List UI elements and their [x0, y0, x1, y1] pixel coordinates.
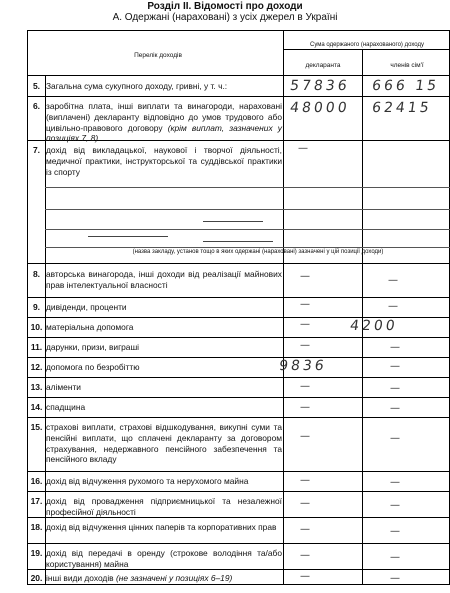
family-amount: —: [389, 477, 404, 488]
row-description: дивіденди, проценти: [46, 302, 127, 312]
family-amount: —: [389, 383, 404, 394]
row-number: 17.: [30, 496, 43, 506]
declarant-amount: —: [299, 431, 314, 442]
declarant-amount: —: [299, 340, 314, 351]
family-amount: —: [389, 361, 404, 372]
family-amount: —: [389, 403, 404, 414]
family-amount: —: [389, 500, 404, 511]
row-number: 19.: [30, 548, 43, 558]
family-amount: —: [387, 275, 402, 286]
declarant-amount: 9836: [277, 358, 328, 374]
row-description: дохід від відчуження рухомого та нерухомого майна: [46, 476, 249, 486]
declarant-amount: —: [299, 571, 314, 582]
row-number: 10.: [30, 322, 43, 332]
family-amount: —: [387, 301, 402, 312]
row-description: дохід від провадження підприємницької та незалежної професійної діяльності: [46, 496, 282, 517]
row-number: 15.: [30, 422, 43, 432]
col-header-family: членів сім'ї: [390, 62, 424, 69]
row-number: 16.: [30, 476, 43, 486]
row-number: 13.: [30, 382, 43, 392]
blank-dash: [88, 236, 168, 237]
row-number: 18.: [30, 522, 43, 532]
declarant-amount: —: [299, 299, 314, 310]
row-number: 6.: [32, 101, 41, 111]
income-table: [27, 30, 450, 585]
row-7-note: (назва закладу, установ тощо в яких одержані (нараховані) зазначені у цій позиції доходи): [132, 249, 384, 255]
family-amount: 4200: [348, 318, 399, 334]
row-description: заробітна плата, інші виплати та винагороди, нараховані (виплачені) декларанту відповідно до умов трудового або цивільно-правового договору (крім виплат, зазначених у позиціях 7, 8): [46, 101, 282, 144]
row-description: дохід від викладацької, наукової і творчої діяльності, медичної практики, інструкторської та суддівської практики із спорту: [46, 145, 282, 177]
declarant-amount: —: [299, 498, 314, 509]
row-number: 20.: [30, 573, 43, 583]
declarant-amount: —: [299, 475, 314, 486]
row-number: 5.: [32, 81, 41, 91]
row-number: 7.: [32, 145, 41, 155]
row-description: спадщина: [46, 402, 86, 412]
family-amount: —: [389, 526, 404, 537]
row-description: матеріальна допомога: [46, 322, 134, 332]
col-header-amount: Сума одержаного (нарахованого) доходу: [309, 42, 424, 48]
family-amount: 666 15: [370, 78, 441, 94]
family-amount: —: [389, 552, 404, 563]
section-subtitle: А. Одержані (нараховані) з усіх джерел в Україні: [112, 12, 338, 23]
row-number: 9.: [32, 302, 41, 312]
row-description: інші види доходів (не зазначені у позиціях 6–19): [46, 573, 233, 583]
col-header-declarant: декларанта: [305, 62, 341, 69]
section-title: Розділ II. Відомості про доходи: [147, 1, 303, 12]
declarant-amount: —: [299, 381, 314, 392]
row-description: Загальна сума сукупного доходу, гривні, у т. ч.:: [46, 81, 228, 91]
row-number: 8.: [32, 269, 41, 279]
row-description: аліменти: [46, 382, 81, 392]
declarant-amount: 48000: [288, 100, 351, 116]
declarant-amount: —: [297, 143, 312, 154]
declarant-amount: —: [299, 402, 314, 413]
family-amount: 62415: [370, 100, 433, 116]
row-number: 12.: [30, 362, 43, 372]
row-description: дарунки, призи, виграші: [46, 342, 140, 352]
row-description: дохід від передачі в оренду (строкове володіння та/або користування) майна: [46, 548, 282, 569]
row-number: 14.: [30, 402, 43, 412]
declarant-amount: 57836: [288, 78, 351, 94]
row-description: дохід від відчуження цінних паперів та корпоративних прав: [46, 522, 277, 532]
col-header-income-list: Перелік доходів: [134, 52, 182, 59]
family-amount: —: [389, 573, 404, 584]
row-description: авторська винагорода, інші доходи від реалізації майнових прав інтелектуальної власності: [46, 269, 282, 290]
declarant-amount: —: [299, 271, 314, 282]
family-amount: —: [389, 433, 404, 444]
declarant-amount: —: [299, 319, 314, 330]
row-description: страхові виплати, страхові відшкодування, викупні суми та пенсійні виплати, що сплачені декларанту за договором страхування, недержавного пенсійного забезпечення та пенсійного вкладу: [46, 422, 282, 465]
blank-dash: [203, 241, 273, 242]
family-amount: —: [389, 342, 404, 353]
declarant-amount: —: [299, 524, 314, 535]
declarant-amount: —: [299, 550, 314, 561]
blank-dash: [203, 221, 263, 222]
row-number: 11.: [30, 342, 43, 352]
row-description: допомога по безробіттю: [46, 362, 140, 372]
